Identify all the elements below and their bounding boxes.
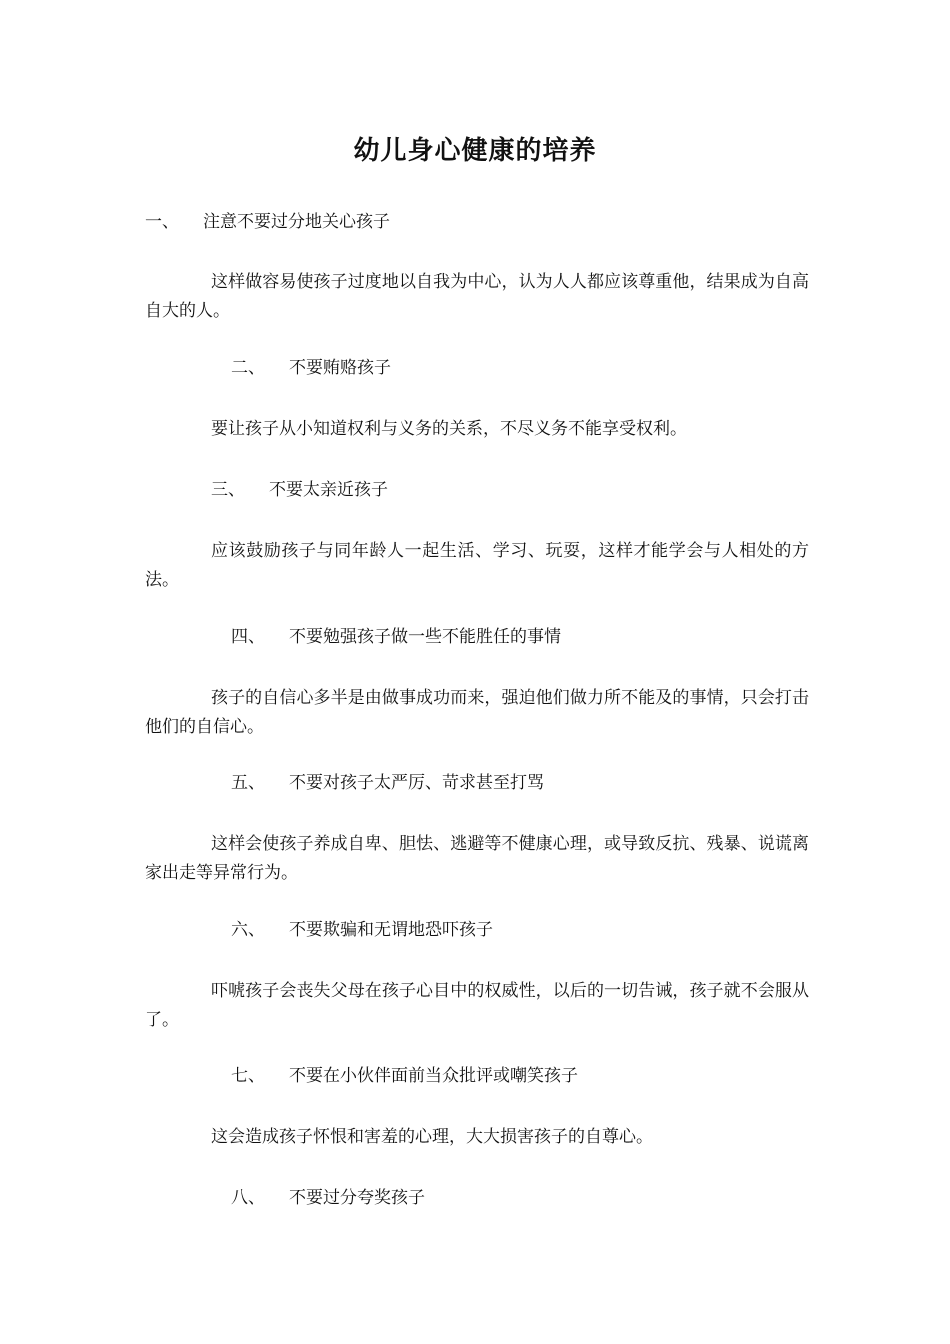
section-heading-text: 注意不要过分地关心孩子 xyxy=(203,212,390,232)
section-number: 五、 xyxy=(231,773,265,793)
section-heading xyxy=(231,770,544,796)
section-number: 六、 xyxy=(231,920,265,940)
section-heading xyxy=(231,1185,425,1211)
section-number: 一、 xyxy=(145,212,179,232)
section-heading xyxy=(231,624,561,650)
section-number: 八、 xyxy=(231,1188,265,1208)
section-heading xyxy=(231,355,391,381)
section-body: 吓唬孩子会丧失父母在孩子心目中的权威性，以后的一切告诫，孩子就不会服从了。 xyxy=(145,981,809,1030)
section-number: 三、 xyxy=(211,480,245,500)
section-body: 要让孩子从小知道权利与义务的关系，不尽义务不能享受权利。 xyxy=(211,419,687,439)
section-body: 孩子的自信心多半是由做事成功而来，强迫他们做力所不能及的事情，只会打击他们的自信心。 xyxy=(145,688,809,737)
section-heading xyxy=(145,209,390,235)
section-number: 四、 xyxy=(231,627,265,647)
document-title: 幼儿身心健康的培养 xyxy=(353,136,597,166)
section-body: 这会造成孩子怀恨和害羞的心理，大大损害孩子的自尊心。 xyxy=(211,1127,653,1147)
section-body: 这样做容易使孩子过度地以自我为中心，认为人人都应该尊重他，结果成为自高自大的人。 xyxy=(145,272,809,321)
section-body: 这样会使孩子养成自卑、胆怯、逃避等不健康心理，或导致反抗、残暴、说谎离家出走等异常行为。 xyxy=(145,834,809,883)
section-heading-text: 不要勉强孩子做一些不能胜任的事情 xyxy=(289,627,561,647)
section-heading-text: 不要贿赂孩子 xyxy=(289,358,391,378)
section-number: 七、 xyxy=(231,1066,265,1086)
section-heading xyxy=(231,917,493,943)
section-heading-text: 不要过分夸奖孩子 xyxy=(289,1188,425,1208)
section-heading-text: 不要对孩子太严厉、苛求甚至打骂 xyxy=(289,773,544,793)
section-heading xyxy=(231,1063,578,1089)
section-heading-text: 不要在小伙伴面前当众批评或嘲笑孩子 xyxy=(289,1066,578,1086)
section-number: 二、 xyxy=(231,358,265,378)
section-body: 应该鼓励孩子与同年龄人一起生活、学习、玩耍，这样才能学会与人相处的方法。 xyxy=(145,541,809,590)
section-heading xyxy=(211,477,388,503)
section-heading-text: 不要欺骗和无谓地恐吓孩子 xyxy=(289,920,493,940)
section-heading-text: 不要太亲近孩子 xyxy=(269,480,388,500)
